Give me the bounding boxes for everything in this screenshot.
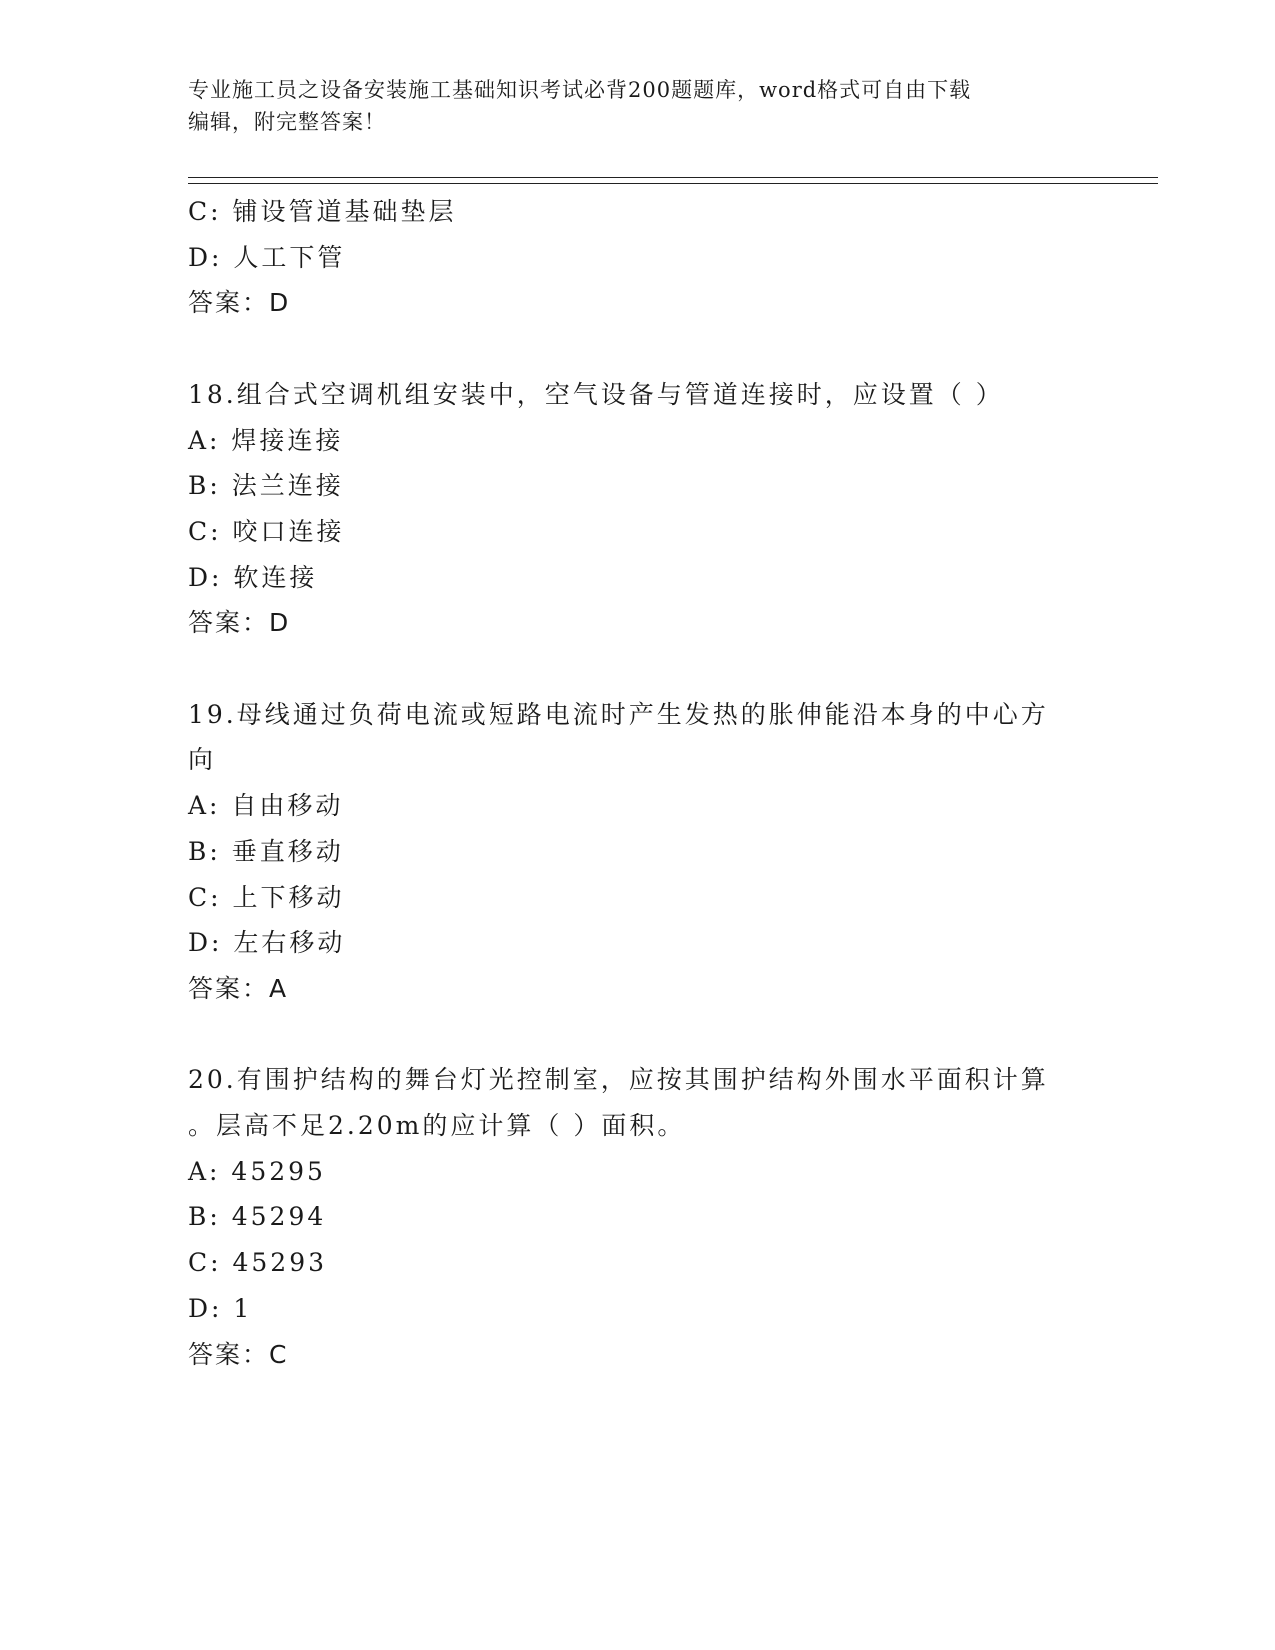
question-text-line-2: 向	[188, 745, 217, 775]
question-list	[188, 189, 1088, 1377]
header-divider-top	[188, 177, 1158, 178]
question-19	[188, 692, 1088, 1012]
option-b: B: 法兰连接	[188, 471, 344, 501]
answer-line: 答案：A	[188, 973, 289, 1003]
question-17-partial	[188, 189, 1088, 326]
option-d: D: 左右移动	[188, 928, 346, 958]
question-text: 18.组合式空调机组安装中，空气设备与管道连接时，应设置（ ）	[188, 379, 1004, 409]
spacer	[188, 646, 1088, 692]
answer-line: 答案：D	[188, 608, 291, 638]
spacer	[188, 326, 1088, 372]
option-c: C: 咬口连接	[188, 516, 345, 546]
question-text-line-1: 20.有围护结构的舞台灯光控制室，应按其围护结构外围水平面积计算	[188, 1065, 1049, 1095]
header-line-1: 专业施工员之设备安装施工基础知识考试必背200题题库，word格式可自由下载	[188, 78, 972, 102]
answer-line: 答案：C	[188, 1339, 289, 1369]
option-a: A: 焊接连接	[188, 425, 344, 455]
document-header	[188, 74, 1078, 138]
spacer	[188, 1012, 1088, 1058]
option-c: C: 45293	[188, 1248, 328, 1278]
option-c: C: 上下移动	[188, 882, 345, 912]
header-line-2: 编辑，附完整答案！	[188, 110, 386, 134]
option-a: A: 自由移动	[188, 791, 344, 821]
option-a: A: 45295	[188, 1156, 326, 1186]
header-divider-bottom	[188, 183, 1158, 184]
question-18	[188, 372, 1088, 646]
option-d: D: 软连接	[188, 562, 318, 592]
option-b: B: 垂直移动	[188, 836, 344, 866]
option-d: D: 1	[188, 1293, 253, 1323]
question-text-line-1: 19.母线通过负荷电流或短路电流时产生发热的胀伸能沿本身的中心方	[188, 699, 1049, 729]
option-b: B: 45294	[188, 1202, 327, 1232]
question-20	[188, 1057, 1088, 1377]
option-d: D: 人工下管	[188, 242, 346, 272]
answer-line: 答案：D	[188, 288, 291, 318]
question-text-line-2: 。层高不足2.20m的应计算（ ）面积。	[188, 1111, 686, 1141]
option-c: C: 铺设管道基础垫层	[188, 197, 457, 226]
